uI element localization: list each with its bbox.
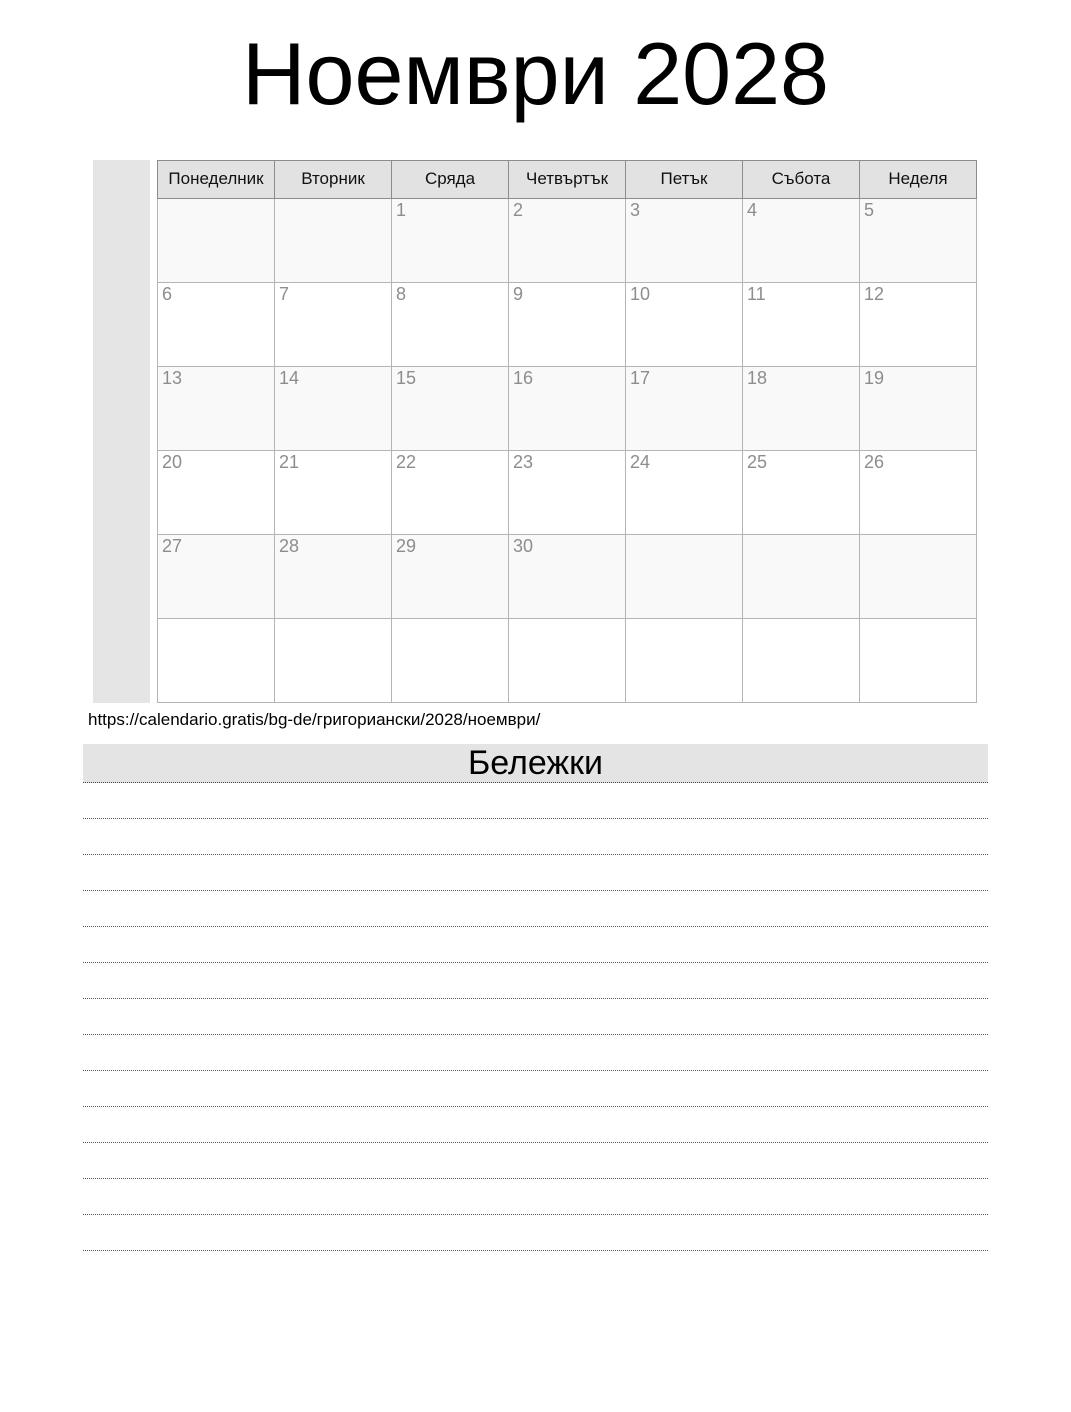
calendar-day-cell: 20: [158, 450, 275, 534]
calendar-week-row: [158, 366, 977, 450]
weekday-header: Вторник: [275, 160, 392, 198]
note-line: [83, 1143, 988, 1179]
weekday-header: Сряда: [392, 160, 509, 198]
calendar-day-cell: 3: [626, 198, 743, 282]
calendar-day-cell: 25: [743, 450, 860, 534]
calendar-empty-cell: [509, 618, 626, 702]
note-line: [83, 1107, 988, 1143]
calendar-day-cell: 30: [509, 534, 626, 618]
calendar-day-cell: 7: [275, 282, 392, 366]
calendar-day-cell: 24: [626, 450, 743, 534]
note-line: [83, 819, 988, 855]
note-line: [83, 891, 988, 927]
page-title: Ноември 2028: [242, 24, 829, 123]
calendar-body: [158, 198, 977, 702]
calendar-table: [157, 160, 977, 703]
calendar-empty-cell: [158, 198, 275, 282]
calendar-empty-cell: [860, 534, 977, 618]
calendar-day-cell: 16: [509, 366, 626, 450]
calendar-day-cell: 18: [743, 366, 860, 450]
calendar-empty-cell: [626, 534, 743, 618]
note-line: [83, 963, 988, 999]
week-number-strip: [93, 160, 150, 703]
calendar-day-cell: 6: [158, 282, 275, 366]
source-url: https://calendario.gratis/bg-de/григориански/2028/ноември/: [88, 709, 541, 729]
calendar-day-cell: 4: [743, 198, 860, 282]
notes-lines: [83, 783, 988, 1251]
calendar-day-cell: 2: [509, 198, 626, 282]
calendar-empty-cell: [860, 618, 977, 702]
calendar-day-cell: 5: [860, 198, 977, 282]
calendar-day-cell: 1: [392, 198, 509, 282]
calendar-week-row: [158, 282, 977, 366]
weekday-header: Понеделник: [158, 160, 275, 198]
calendar-week-row: [158, 618, 977, 702]
note-line: [83, 1035, 988, 1071]
calendar-day-cell: 19: [860, 366, 977, 450]
note-line: [83, 1215, 988, 1251]
weekday-header: Петък: [626, 160, 743, 198]
note-line: [83, 783, 988, 819]
note-line: [83, 1071, 988, 1107]
calendar-day-cell: 8: [392, 282, 509, 366]
calendar-day-cell: 21: [275, 450, 392, 534]
calendar: [93, 160, 977, 703]
calendar-day-cell: 22: [392, 450, 509, 534]
weekday-header-row: [158, 160, 977, 198]
calendar-empty-cell: [743, 618, 860, 702]
calendar-day-cell: 29: [392, 534, 509, 618]
calendar-day-cell: 14: [275, 366, 392, 450]
calendar-empty-cell: [158, 618, 275, 702]
calendar-empty-cell: [743, 534, 860, 618]
calendar-day-cell: 12: [860, 282, 977, 366]
note-line: [83, 927, 988, 963]
notes-title: Бележки: [83, 744, 988, 783]
notes-section: [83, 744, 988, 1251]
calendar-day-cell: 9: [509, 282, 626, 366]
weekday-header: Неделя: [860, 160, 977, 198]
calendar-day-cell: 17: [626, 366, 743, 450]
note-line: [83, 1179, 988, 1215]
calendar-empty-cell: [626, 618, 743, 702]
calendar-day-cell: 27: [158, 534, 275, 618]
calendar-day-cell: 11: [743, 282, 860, 366]
calendar-day-cell: 28: [275, 534, 392, 618]
calendar-week-row: [158, 198, 977, 282]
calendar-day-cell: 13: [158, 366, 275, 450]
calendar-week-row: [158, 450, 977, 534]
note-line: [83, 855, 988, 891]
weekday-header: Четвъртък: [509, 160, 626, 198]
note-line: [83, 999, 988, 1035]
calendar-header: [158, 160, 977, 198]
calendar-empty-cell: [275, 618, 392, 702]
weekday-header: Събота: [743, 160, 860, 198]
calendar-empty-cell: [275, 198, 392, 282]
calendar-day-cell: 10: [626, 282, 743, 366]
calendar-day-cell: 26: [860, 450, 977, 534]
calendar-day-cell: 15: [392, 366, 509, 450]
calendar-empty-cell: [392, 618, 509, 702]
calendar-day-cell: 23: [509, 450, 626, 534]
calendar-week-row: [158, 534, 977, 618]
